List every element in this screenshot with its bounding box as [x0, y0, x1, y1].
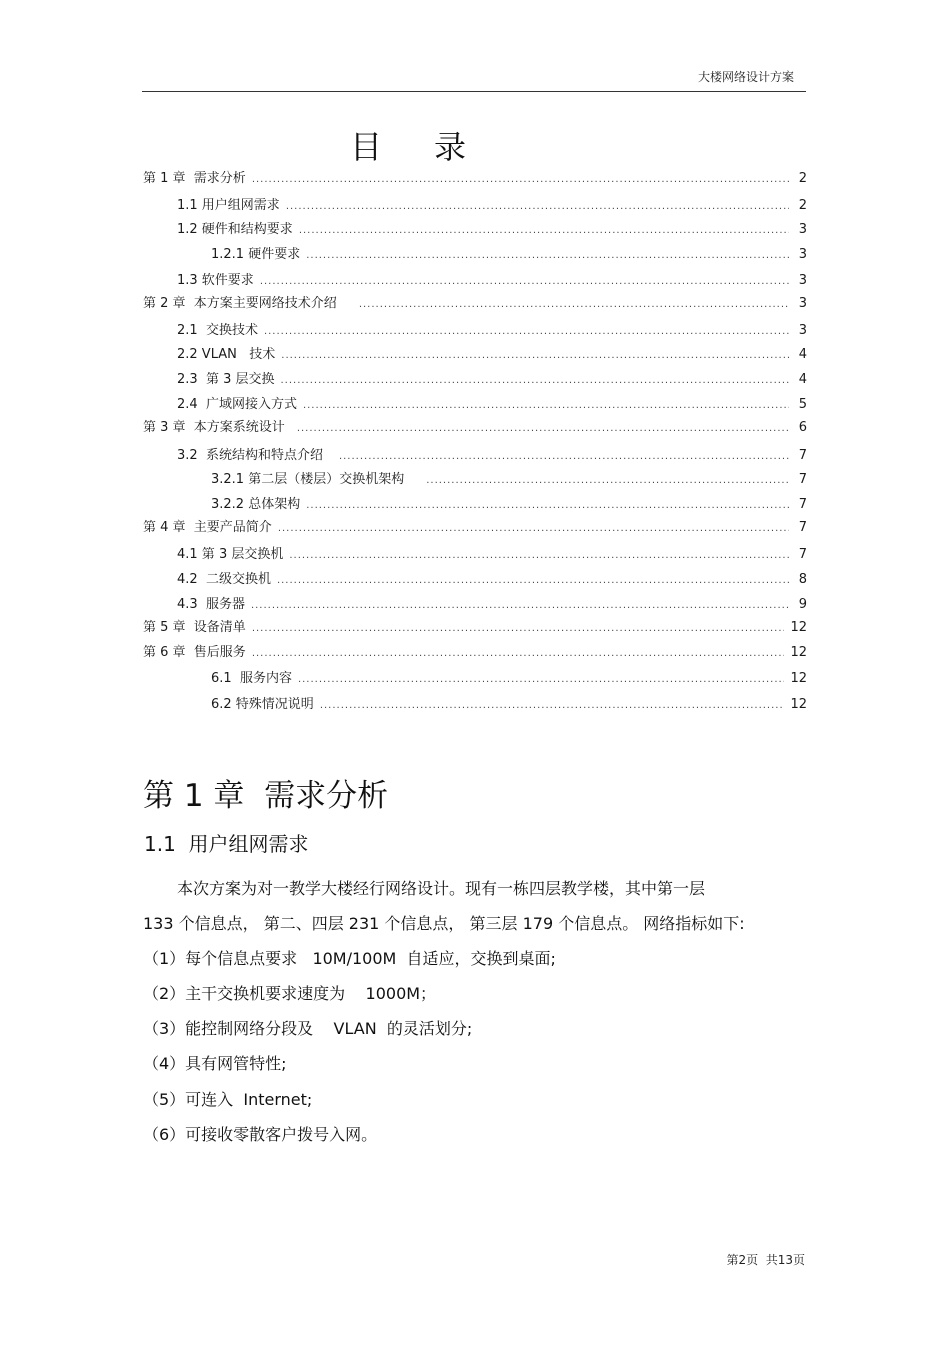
toc-entry-label: 第 3 章 本方案系统设计 [143, 420, 285, 435]
toc-leader [359, 296, 789, 314]
toc-entry-page: 2 [798, 198, 807, 213]
toc-entry-page: 7 [798, 520, 807, 535]
toc-entry-page: 6 [798, 420, 807, 435]
toc-entry[interactable] [211, 496, 807, 514]
toc-leader [252, 620, 785, 638]
toc-entry[interactable] [211, 696, 807, 714]
toc-entry[interactable] [177, 396, 807, 414]
toc-leader [286, 198, 789, 216]
toc-entry-label: 6.2 特殊情况说明 [211, 697, 314, 712]
toc-entry-page: 9 [798, 597, 807, 612]
toc-entry[interactable] [177, 546, 807, 564]
chapter-title: 第 1 章 需求分析 [143, 778, 389, 814]
toc-entry-page: 3 [798, 273, 807, 288]
toc-entry[interactable] [143, 419, 807, 437]
toc-leader [298, 671, 785, 689]
header-title: 大楼网络设计方案 [697, 70, 794, 84]
toc-entry-label: 2.3 第 3 层交换 [177, 372, 275, 387]
toc-leader [252, 645, 785, 663]
toc-entry-page: 3 [798, 247, 807, 262]
toc-entry-label: 3.2.2 总体架构 [211, 497, 301, 512]
toc-entry-page: 7 [798, 448, 807, 463]
toc-entry-label: 4.1 第 3 层交换机 [177, 547, 284, 562]
toc-entry-label: 6.1 服务内容 [211, 671, 292, 686]
toc-entry-label: 2.2 VLAN 技术 [177, 347, 276, 362]
toc-entry-page: 5 [798, 397, 807, 412]
toc-entry-label: 第 1 章 需求分析 [143, 171, 246, 186]
toc-leader [306, 497, 789, 515]
toc-entry-label: 4.3 服务器 [177, 597, 245, 612]
toc-entry-page: 2 [798, 171, 807, 186]
toc-entry-label: 2.1 交换技术 [177, 323, 258, 338]
toc-leader [289, 547, 789, 565]
toc-entry-label: 第 5 章 设备清单 [143, 620, 246, 635]
toc-entry-page: 3 [798, 323, 807, 338]
toc-leader [280, 372, 789, 390]
list-item: （3）能控制网络分段及 VLAN 的灵活划分; [143, 1019, 473, 1038]
toc-leader [303, 397, 789, 415]
toc-leader [320, 697, 785, 715]
toc-entry[interactable] [177, 571, 807, 589]
toc-entry[interactable] [177, 346, 807, 364]
toc-entry-label: 1.3 软件要求 [177, 273, 254, 288]
section-title: 1.1 用户组网需求 [144, 832, 309, 856]
toc-entry-label: 第 4 章 主要产品简介 [143, 520, 272, 535]
toc-entry[interactable] [211, 246, 807, 264]
toc-entry[interactable] [211, 471, 807, 489]
toc-entry-label: 第 6 章 售后服务 [143, 645, 246, 660]
list-item: （6）可接收零散客户拨号入网。 [143, 1125, 378, 1144]
toc-entry[interactable] [177, 322, 807, 340]
toc-leader [426, 472, 789, 490]
list-item: （5）可连入 Internet; [143, 1090, 313, 1109]
toc-entry-page: 4 [798, 347, 807, 362]
toc-leader [297, 420, 789, 438]
toc-entry-page: 8 [798, 572, 807, 587]
toc-entry-label: 4.2 二级交换机 [177, 572, 271, 587]
list-item: （2）主干交换机要求速度为 1000M； [143, 984, 437, 1003]
toc-entry[interactable] [143, 519, 807, 537]
toc-leader [299, 222, 789, 240]
toc-entry[interactable] [143, 295, 807, 313]
toc-entry-label: 1.2 硬件和结构要求 [177, 222, 293, 237]
list-item: （1）每个信息点要求 10M/100M 自适应，交换到桌面; [143, 949, 556, 968]
toc-entry-label: 1.2.1 硬件要求 [211, 247, 301, 262]
toc-entry-page: 7 [798, 497, 807, 512]
toc-entry[interactable] [177, 596, 807, 614]
toc-entry-page: 12 [790, 697, 807, 712]
toc-leader [264, 323, 789, 341]
toc-entry-page: 12 [790, 620, 807, 635]
toc-leader [251, 597, 789, 615]
toc-leader [278, 520, 789, 538]
toc-entry[interactable] [143, 644, 807, 662]
toc-entry[interactable] [177, 371, 807, 389]
toc-leader [260, 273, 789, 291]
page-footer: 第2页 共13页 [726, 1253, 805, 1267]
toc-entry[interactable] [177, 197, 807, 215]
toc-entry-label: 3.2.1 第二层（楼层）交换机架构 [211, 472, 405, 487]
paragraph-line: 本次方案为对一教学大楼经行网络设计。现有一栋四层教学楼，其中第一层 [177, 879, 706, 898]
list-item: （4）具有网管特性; [143, 1054, 287, 1073]
toc-entry-page: 12 [790, 671, 807, 686]
toc-leader [306, 247, 789, 265]
toc-title: 目录 [349, 128, 518, 166]
toc-entry[interactable] [143, 170, 807, 188]
toc-entry[interactable] [177, 221, 807, 239]
toc-leader [277, 572, 789, 590]
page-header [142, 62, 806, 92]
toc-entry[interactable] [177, 447, 807, 465]
toc-entry-label: 3.2 系统结构和特点介绍 [177, 448, 323, 463]
toc-entry[interactable] [211, 670, 807, 688]
toc-entry-page: 7 [798, 472, 807, 487]
toc-entry-label: 2.4 广域网接入方式 [177, 397, 297, 412]
toc-leader [281, 347, 789, 365]
toc-entry-page: 7 [798, 547, 807, 562]
toc-entry-label: 1.1 用户组网需求 [177, 198, 280, 213]
toc-leader [339, 448, 789, 466]
toc-entry[interactable] [177, 272, 807, 290]
toc-leader [252, 171, 789, 189]
paragraph-line: 133 个信息点， 第二、四层 231 个信息点， 第三层 179 个信息点。 网络指标如下: [143, 914, 745, 933]
toc-entry-label: 第 2 章 本方案主要网络技术介绍 [143, 296, 337, 311]
toc-entry-page: 12 [790, 645, 807, 660]
toc-entry-page: 3 [798, 296, 807, 311]
toc-entry-page: 4 [798, 372, 807, 387]
toc-entry[interactable] [143, 619, 807, 637]
toc-entry-page: 3 [798, 222, 807, 237]
